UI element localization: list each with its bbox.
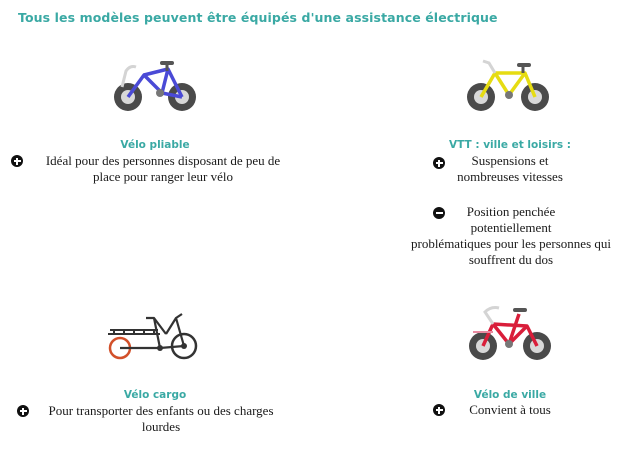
mountain-bike-advantage-line1: Suspensions et — [471, 153, 549, 168]
cargo-bike-title: Vélo cargo — [123, 389, 187, 401]
folding-bike-advantage-line2: place pour ranger leur vélo — [92, 169, 234, 184]
mountain-bike-drawback — [398, 204, 624, 268]
cargo-bike-advantage — [26, 403, 296, 435]
city-bike-illustration — [463, 302, 559, 364]
mountain-bike-drawback-line2: potentiellement — [470, 220, 552, 235]
city-bike-advantage-line1: Convient à tous — [469, 402, 551, 417]
folding-bike-advantage — [28, 153, 298, 185]
cargo-bike-advantage-line1: Pour transporter des enfants ou des charges — [48, 403, 274, 418]
page-header: Tous les modèles peuvent être équipés d'une assistance électrique — [18, 10, 498, 25]
mountain-bike-advantage — [440, 153, 580, 185]
cargo-bike-advantage-line2: lourdes — [141, 419, 181, 434]
mountain-bike-advantage-line2: nombreuses vitesses — [457, 169, 563, 184]
city-bike-advantage — [440, 402, 580, 418]
city-bike-title: Vélo de ville — [473, 389, 547, 401]
folding-bike-title: Vélo pliable — [120, 139, 190, 151]
mountain-bike-drawback-line3: problématiques pour les personnes qui — [410, 236, 611, 251]
plus-icon — [11, 155, 23, 167]
mountain-bike-title: VTT : ville et loisirs : — [449, 139, 571, 151]
folding-bike-illustration — [108, 55, 204, 115]
mountain-bike-drawback-line1: Position penchée — [466, 204, 556, 219]
folding-bike-advantage-line1: Idéal pour des personnes disposant de peu de — [45, 153, 281, 168]
mountain-bike-illustration — [461, 55, 557, 115]
cargo-bike-illustration — [104, 306, 204, 364]
mountain-bike-drawback-line4: souffrent du dos — [468, 252, 554, 267]
